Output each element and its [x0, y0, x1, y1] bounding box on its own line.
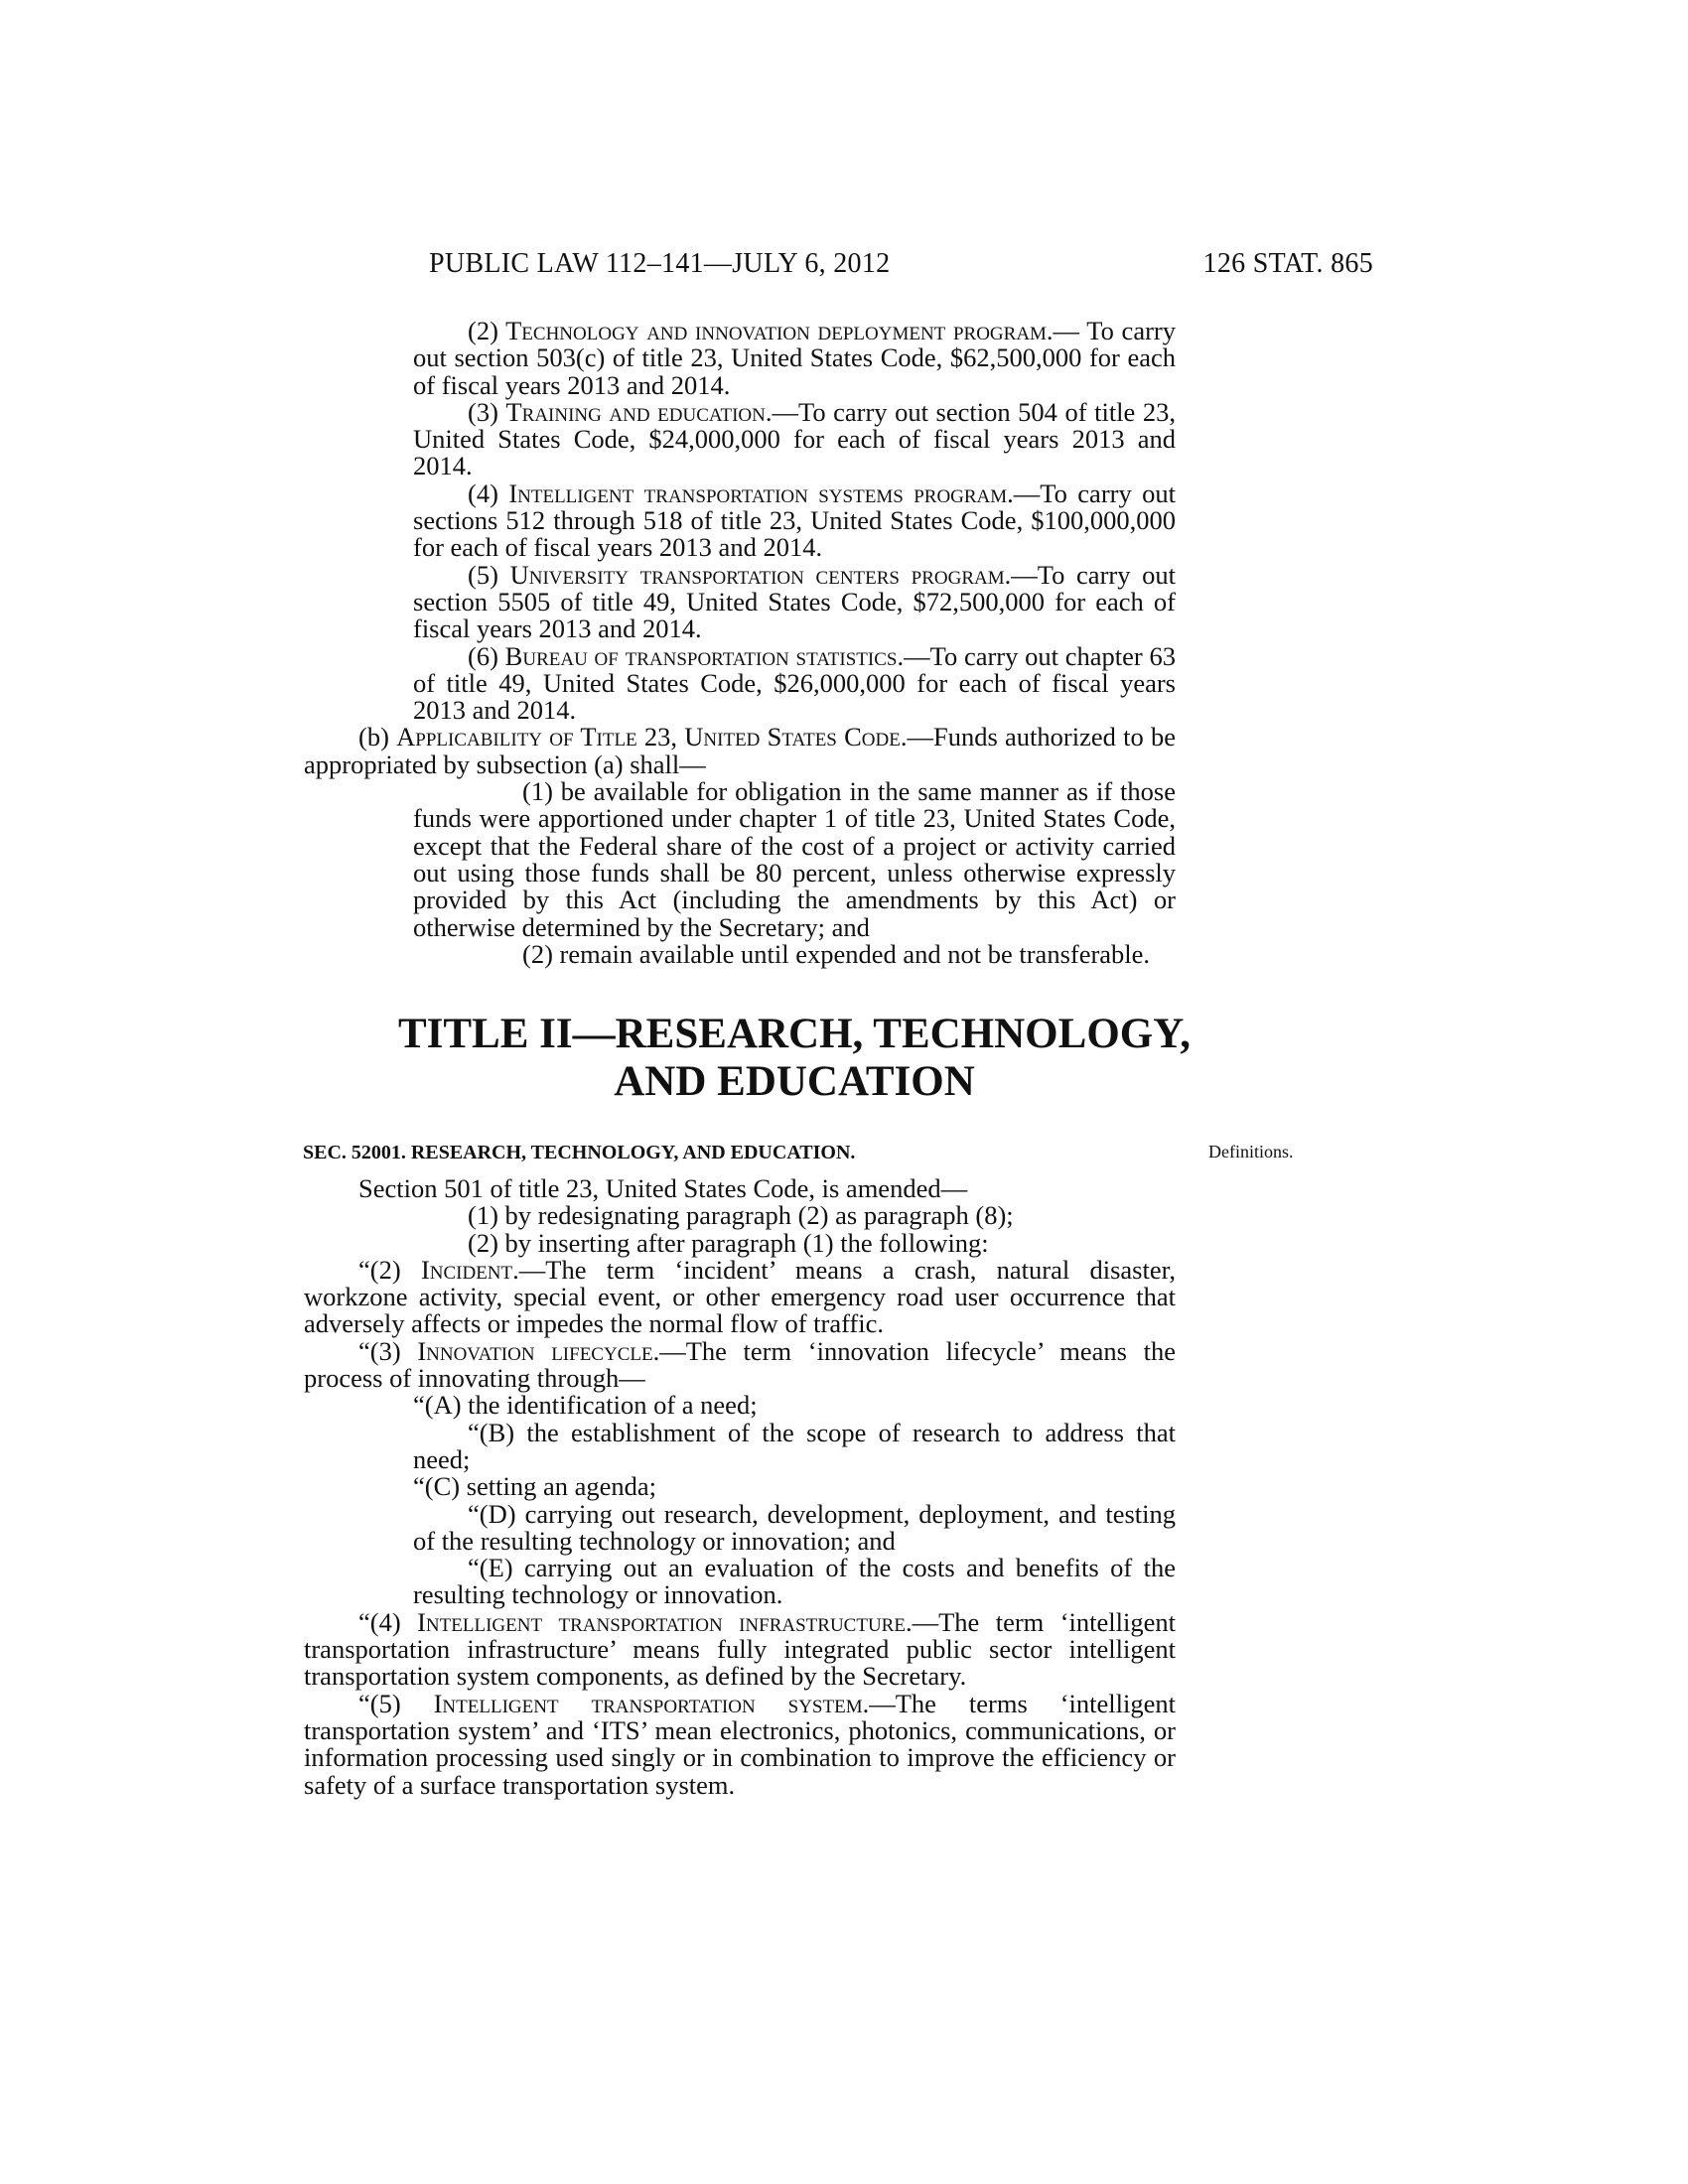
title-line-2: AND EDUCATION	[614, 1058, 975, 1105]
paragraph-4-number: (4)	[468, 478, 509, 508]
definition-3	[304, 1335, 1176, 1394]
paragraph-5	[358, 559, 1177, 644]
paragraph-3	[358, 396, 1176, 481]
paragraph-4-heading: Intelligent transportation systems program.	[508, 478, 1014, 508]
paragraph-5-heading: University transportation centers program.	[509, 559, 1012, 590]
definition-3-e: “(E) carrying out an evaluation of the costs and benefits of the resulting technology or innovation.	[413, 1553, 1176, 1610]
paragraph-2-heading: (2) Technology and innovation deployment program.—	[468, 316, 1080, 345]
paragraph-2	[358, 318, 1176, 399]
definition-3-heading: Innovation lifecycle.	[417, 1335, 660, 1366]
subsection-b-item-2: (2) remain available until expended and not be transferable.	[522, 938, 1151, 969]
amendment-item-1: (1) by redesignating paragraph (2) as paragraph (8);	[468, 1200, 1014, 1231]
definition-4-number: “(4)	[358, 1606, 418, 1637]
running-header-title: PUBLIC LAW 112–141—JULY 6, 2012	[429, 248, 891, 279]
subsection-b-body: —Funds authorized to be appropriated by subsection (a) shall—	[304, 722, 1177, 779]
subsection-b-number: (b)	[358, 722, 397, 752]
paragraph-3-body: —To carry out section 504 of title 23, United States Code, $24,000,000 for each of fiscal years 2013 and 2014.	[413, 396, 1176, 481]
title-line-1: TITLE II—RESEARCH, TECHNOLOGY,	[397, 1011, 1192, 1057]
paragraph-3-heading: Training and education.	[505, 396, 773, 427]
subsection-b-items	[358, 778, 1176, 968]
section-intro: Section 501 of title 23, United States Code, is amended—	[358, 1173, 968, 1203]
paragraph-6-number: (6)	[468, 640, 505, 671]
paragraph-5-number: (5)	[468, 559, 510, 590]
definition-3-body: —The term ‘innovation lifecycle’ means the process of innovating through—	[304, 1335, 1176, 1394]
section-heading: SEC. 52001. RESEARCH, TECHNOLOGY, AND EDUCATION.	[303, 1142, 856, 1163]
subsection-b-item-1: (1) be available for obligation in the same manner as if those funds were apportioned under chapter 1 of title 23, United States Code, except that the Federal share of the cost of a project or activity carried out using those funds shall be 80 percent, unless otherwise expressly provided by this Act (including the amendments by this Act) or otherwise determined by the Secretary; and	[413, 776, 1176, 942]
definition-5-heading: Intelligent transportation system.	[433, 1688, 870, 1718]
definition-5-body: —The terms ‘intelligent transportation system’ and ‘ITS’ mean electronics, photonics, communications, or information processing used singly or in combination to improve the efficiency or safety of a surface transportation system.	[304, 1688, 1176, 1800]
paragraph-6-heading: Bureau of transportation statistics.	[504, 640, 905, 671]
definition-2-heading: Incident.	[420, 1254, 519, 1285]
definition-5-number: “(5)	[358, 1688, 434, 1718]
title-heading	[298, 1011, 1291, 1106]
definition-3-number: “(3)	[358, 1335, 418, 1366]
authorization-section	[304, 316, 1177, 969]
page-stat-number: 126 STAT. 865	[1202, 248, 1373, 279]
paragraph-5-body: —To carry out section 5505 of title 49, United States Code, $72,500,000 for each of fiscal years 2013 and 2014.	[413, 559, 1177, 644]
definition-4	[304, 1606, 1176, 1692]
definitions-section	[304, 1173, 1177, 1800]
definition-5	[304, 1688, 1176, 1800]
paragraph-6-body: —To carry out chapter 63 of title 49, United States Code, $26,000,000 for each of fiscal years 2013 and 2014.	[413, 640, 1176, 726]
paragraph-3-number: (3)	[468, 396, 506, 427]
paragraph-6	[358, 640, 1176, 726]
paragraph-4	[358, 480, 1176, 562]
definition-3-b: “(B) the establishment of the scope of research to address that need;	[413, 1417, 1176, 1474]
subsection-b	[304, 724, 1176, 778]
paragraph-4-body: —To carry out sections 512 through 518 of title 23, United States Code, $100,000,000 for each of fiscal years 2013 and 2014.	[413, 478, 1176, 563]
definition-3-c: “(C) setting an agenda;	[413, 1471, 657, 1502]
definition-4-heading: Intelligent transportation infrastructure.	[417, 1606, 913, 1637]
amendment-item-2: (2) by inserting after paragraph (1) the following:	[468, 1227, 989, 1258]
definition-2-number: “(2)	[358, 1254, 421, 1285]
margin-note: Definitions.	[1208, 1142, 1294, 1161]
definition-2-body: —The term ‘incident’ means a crash, natural disaster, workzone activity, special event, or other emergency road user occurrence that adversely affects or impedes the normal flow of traffic.	[304, 1254, 1177, 1339]
paragraph-list	[358, 318, 1176, 724]
definition-4-body: —The term ‘intelligent transportation infrastructure’ means fully integrated public sector intelligent transportation system components, as defined by the Secretary.	[304, 1606, 1176, 1692]
subsection-b-heading: Applicability of Title 23, United States Code.	[396, 722, 908, 752]
definition-2	[304, 1254, 1177, 1339]
paragraph-2-body: To carry out section 503(c) of title 23, United States Code, $62,500,000 for each of fiscal years 2013 and 2014.	[413, 316, 1176, 400]
definition-3-a: “(A) the identification of a need;	[413, 1390, 758, 1421]
definition-3-d: “(D) carrying out research, development, deployment, and testing of the resulting technology or innovation; and	[413, 1498, 1176, 1556]
